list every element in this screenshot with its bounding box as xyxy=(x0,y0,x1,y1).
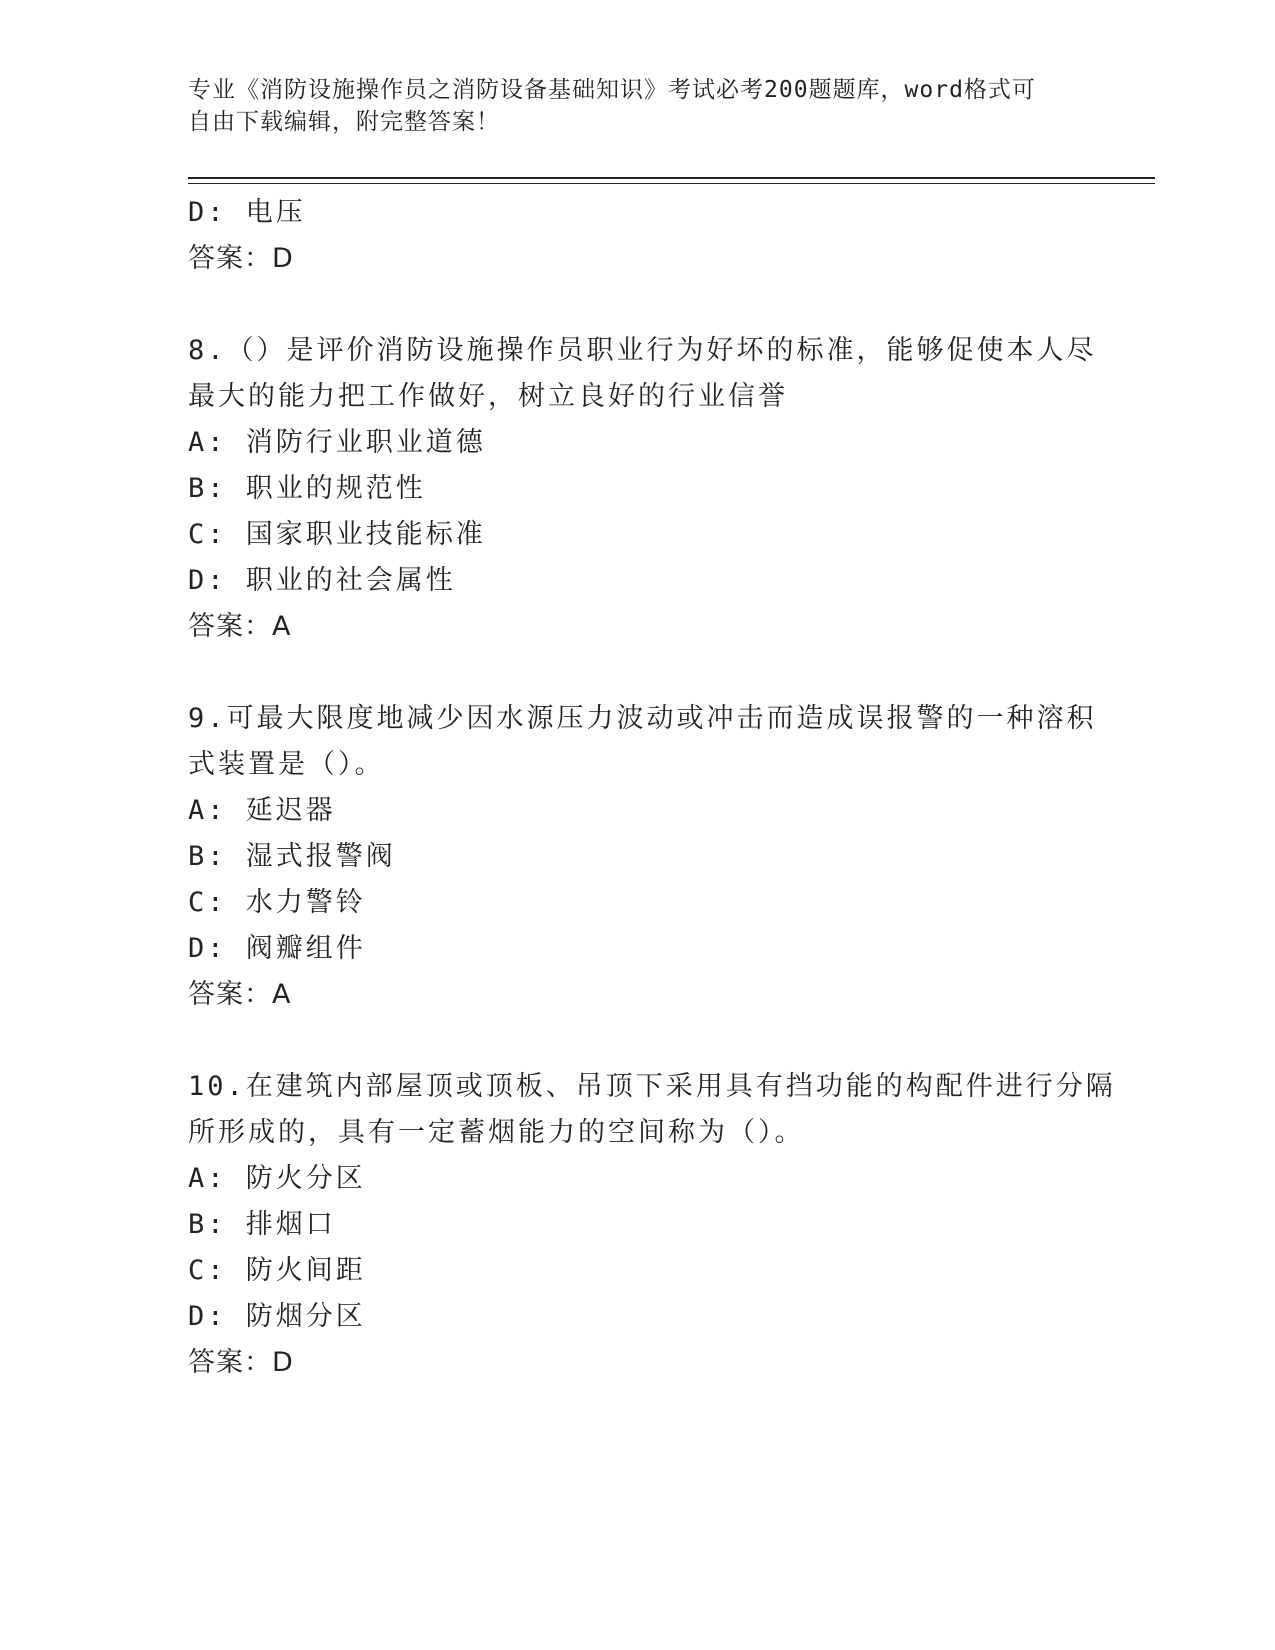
header-rule-thin xyxy=(188,183,1155,184)
option-a: A: 消防行业职业道德 xyxy=(188,427,486,458)
question-stem-cont: 式装置是（）。 xyxy=(188,749,385,780)
header-rule-thick xyxy=(188,177,1155,179)
question-stem: 9.可最大限度地减少因水源压力波动或冲击而造成误报警的一种溶积 xyxy=(188,703,1097,734)
spacer xyxy=(188,1018,1088,1064)
option-b: B: 湿式报警阀 xyxy=(188,841,396,872)
spacer xyxy=(188,650,1088,696)
answer-line: 答案：D xyxy=(188,243,294,274)
option-a: A: 防火分区 xyxy=(188,1163,366,1194)
option-b: B: 职业的规范性 xyxy=(188,473,426,504)
option-d: D: 防烟分区 xyxy=(188,1301,366,1332)
option-c: C: 国家职业技能标准 xyxy=(188,519,486,550)
question-stem-cont: 最大的能力把工作做好，树立良好的行业信誉 xyxy=(188,381,788,412)
question-stem: 8.（）是评价消防设施操作员职业行为好坏的标准，能够促使本人尽 xyxy=(188,335,1097,366)
option-b: B: 排烟口 xyxy=(188,1209,336,1240)
question-8 xyxy=(188,328,1097,650)
question-10 xyxy=(188,1064,1116,1386)
option-d: D: 电压 xyxy=(188,197,306,228)
question-9 xyxy=(188,696,1097,1018)
answer-line: 答案：A xyxy=(188,979,292,1010)
answer-line: 答案：A xyxy=(188,611,292,642)
header-line-1: 专业《消防设施操作员之消防设备基础知识》考试必考200题题库，word格式可 xyxy=(188,77,1036,103)
answer-line: 答案：D xyxy=(188,1347,294,1378)
spacer xyxy=(188,282,1088,328)
question-stem-cont: 所形成的，具有一定蓄烟能力的空间称为（）。 xyxy=(188,1117,805,1148)
option-c: C: 水力警铃 xyxy=(188,887,366,918)
document-header xyxy=(188,74,1068,138)
question-list xyxy=(188,190,1116,1386)
option-c: C: 防火间距 xyxy=(188,1255,366,1286)
header-line-2: 自由下载编辑，附完整答案！ xyxy=(188,109,500,135)
option-d: D: 阀瓣组件 xyxy=(188,933,366,964)
question-stem: 10.在建筑内部屋顶或顶板、吊顶下采用具有挡功能的构配件进行分隔 xyxy=(188,1071,1116,1102)
option-d: D: 职业的社会属性 xyxy=(188,565,456,596)
option-a: A: 延迟器 xyxy=(188,795,336,826)
